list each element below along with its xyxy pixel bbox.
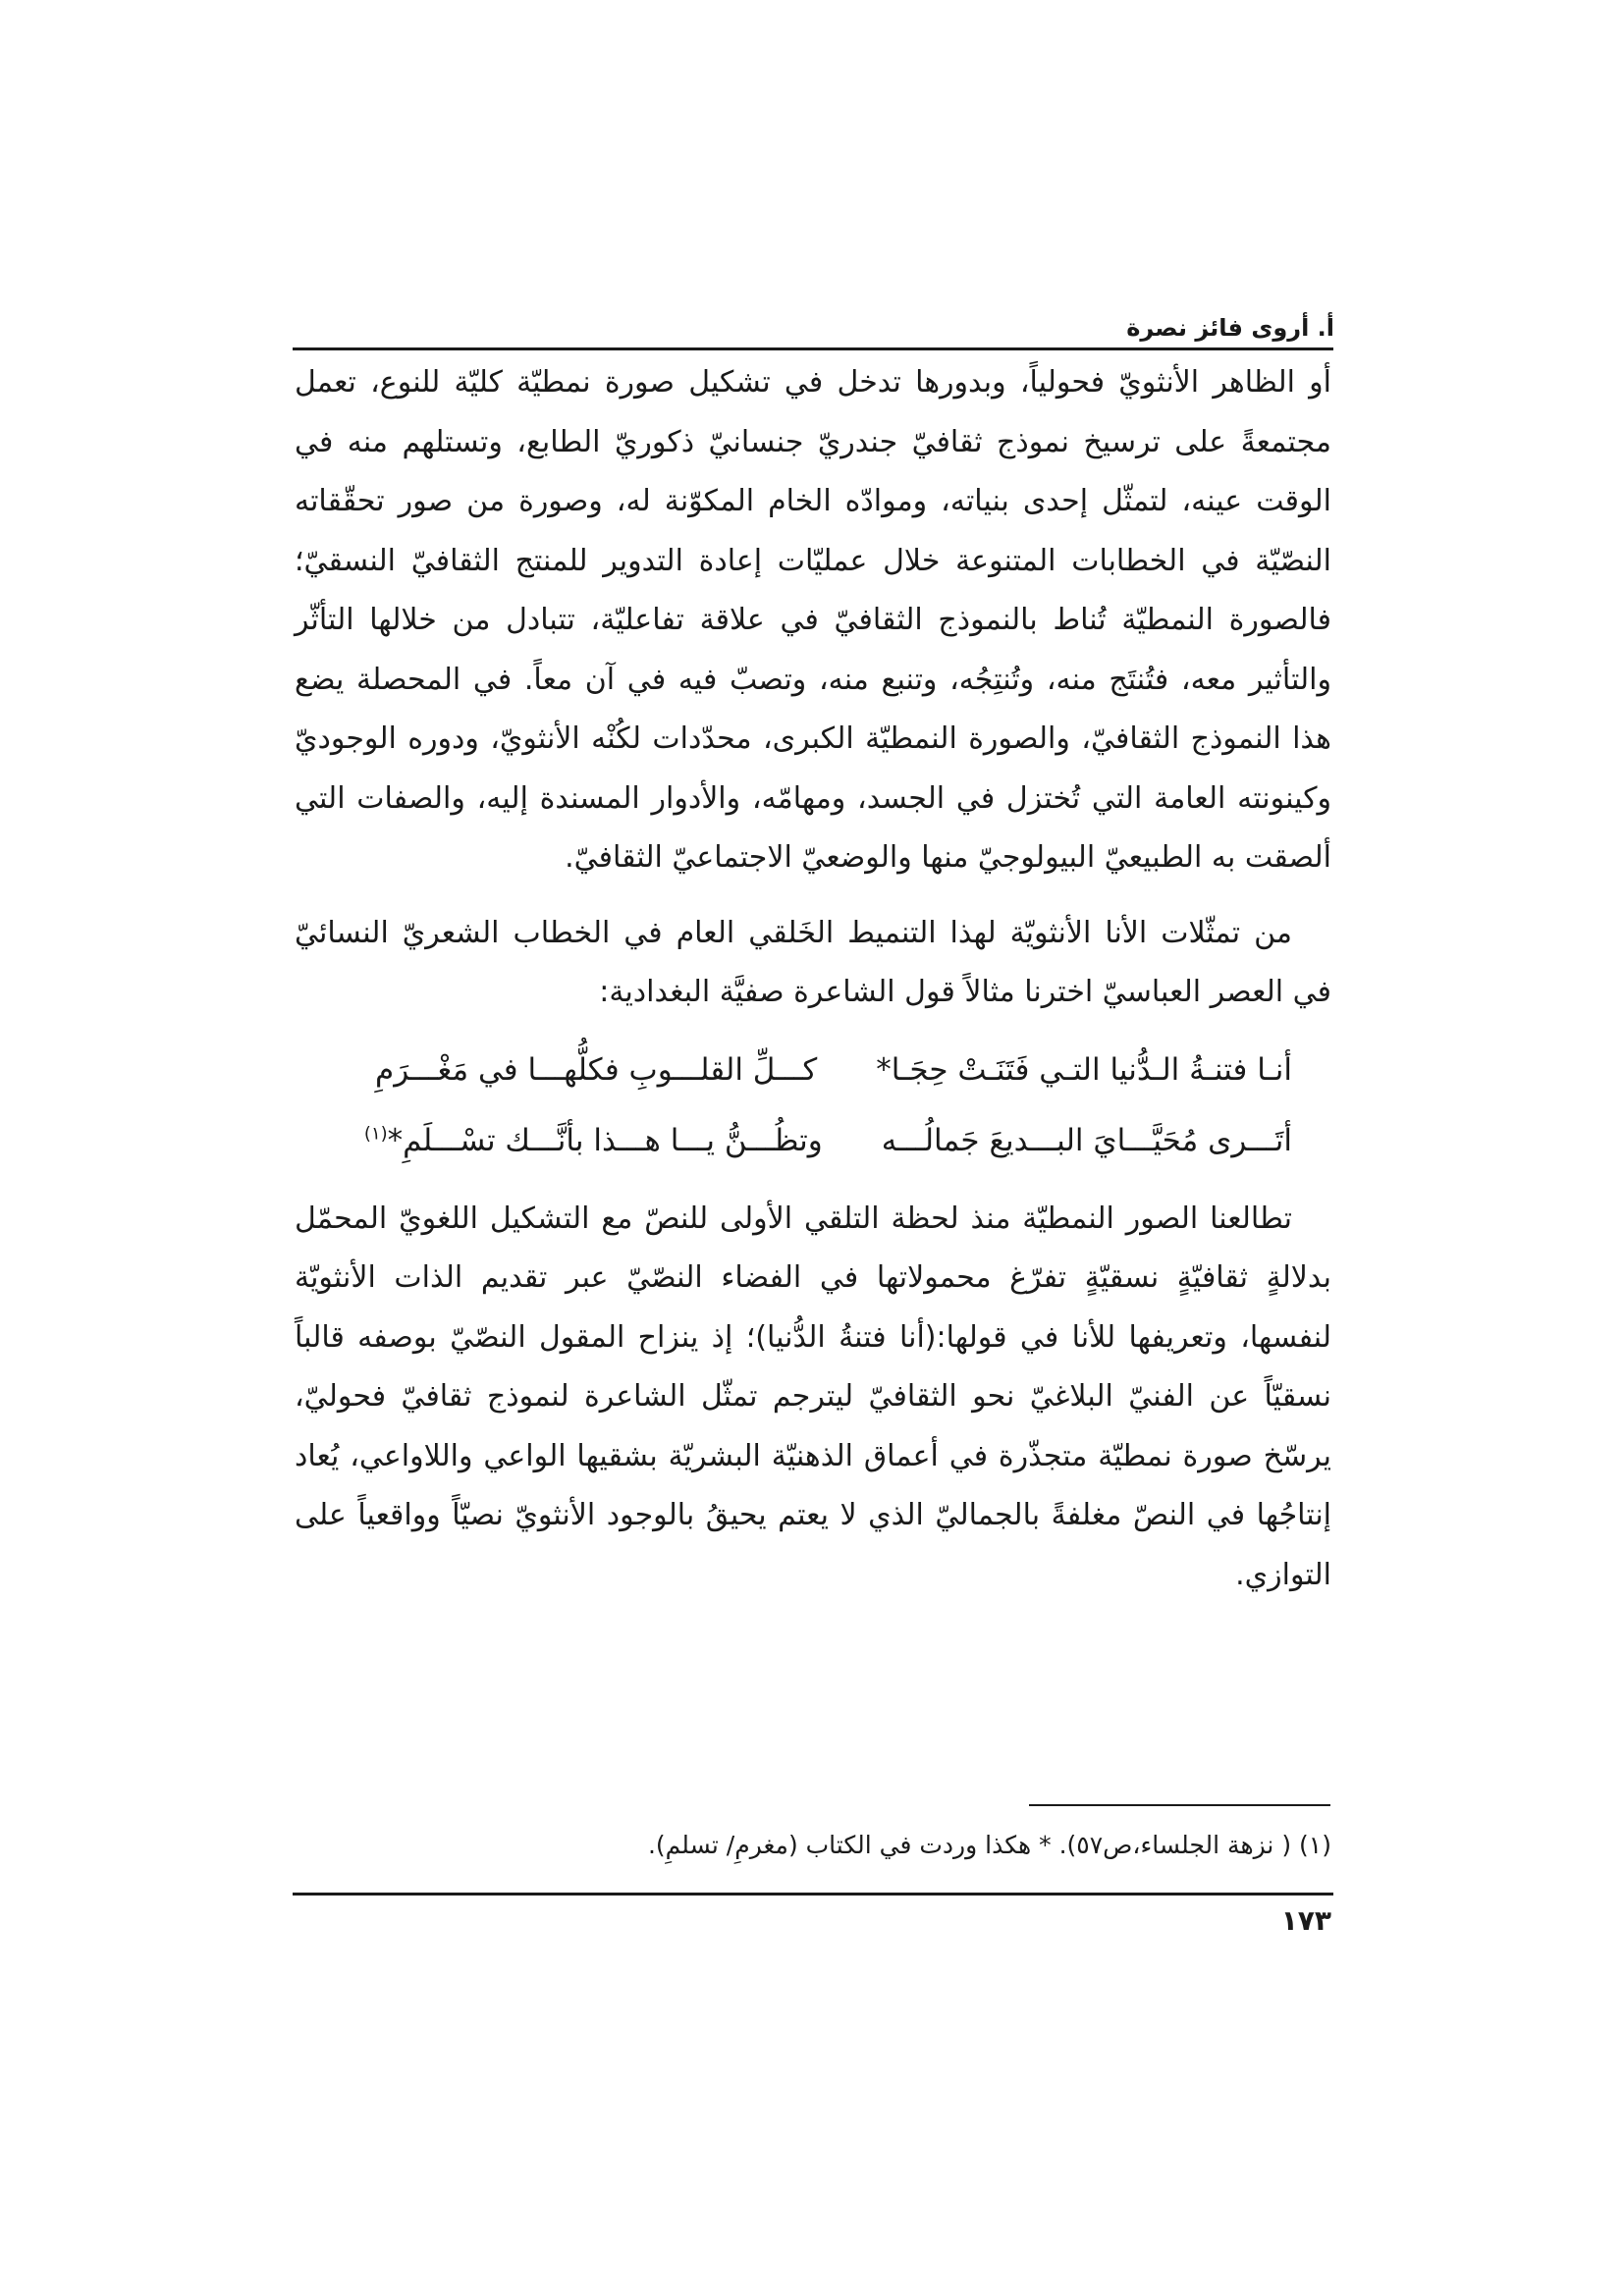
poem-line-2: [295, 1105, 1292, 1176]
running-header-author: أ. أروى فائز نصرة: [1126, 314, 1334, 342]
poem-line-1: [295, 1035, 1292, 1105]
poem-line-2-second-hemistich: وتظُـــنُّ يـــا هـــذا بأنَّـــك تسْـــلَمِ*: [387, 1122, 823, 1158]
header-rule: [293, 347, 1333, 350]
footnote-reference-marker[interactable]: (١): [363, 1123, 388, 1145]
poem-block: [295, 1035, 1331, 1176]
footnote: (١) ( نزهة الجلساء،ص٥٧). * هكذا وردت في الكتاب (مغرمِ/ تسلمِ).: [647, 1831, 1331, 1859]
poem-line-1-second-hemistich: كـــلِّ القلـــوبِ فكلُّهـــا في مَغْـــرَمِ: [375, 1051, 818, 1088]
body-text: [295, 353, 1331, 1605]
poem-line-2-second-hemistich-wrap: [364, 1105, 823, 1176]
footnote-separator: [1029, 1804, 1330, 1806]
footer-rule: [293, 1893, 1333, 1896]
paragraph-2: من تمثّلات الأنا الأنثويّة لهذا التنميط الخَلقي العام في الخطاب الشعريّ النسائيّ في العصر العباسيّ اخترنا مثالاً قول الشاعرة صفيَّة البغدادية:: [295, 915, 1331, 1009]
page-number: ١٧٣: [1280, 1904, 1331, 1937]
poem-line-2-first-hemistich: أتَـــرى مُحَيَّـــايَ البـــديعَ جَمالُـــه: [881, 1122, 1292, 1158]
paragraph-1: أو الظاهر الأنثويّ فحولياً، وبدورها تدخل في تشكيل صورة نمطيّة كليّة للنوع، تعمل مجتمعةً على ترسيخ نموذج ثقافيّ جندريّ جنسانيّ ذكوريّ الطابع، وتستلهم منه في الوقت عينه، لتمثّل إحدى بنياته، وموادّه الخام المكوّنة له، وصورة من صور تحقّقاته النصّيّة في الخطابات المتنوعة خلال عمليّات إعادة التدوير للمنتج الثقافيّ النسقيّ؛ فالصورة النمطيّة تُناط بالنموذج الثقافيّ في علاقة تفاعليّة، تتبادل من خلالها التأثّر والتأثير معه، فتُنتَج منه، وتُنتِجُه، وتنبع منه، وتصبّ فيه في آن معاً. في المحصلة يضع هذا النموذج الثقافيّ، والصورة النمطيّة الكبرى، محدّدات لكُنْه الأنثويّ، ودوره الوجوديّ وكينونته العامة التي تُختزل في الجسد، ومهامّه، والأدوار المسندة إليه، والصفات التي ألصقت به الطبيعيّ البيولوجيّ منها والوضعيّ الاجتماعيّ الثقافيّ.: [295, 365, 1331, 875]
paragraph-3: تطالعنا الصور النمطيّة منذ لحظة التلقي الأولى للنصّ مع التشكيل اللغويّ المحمّل بدلالةٍ ثقافيّةٍ نسقيّةٍ تفرّغ محمولاتها في الفضاء النصّيّ عبر تقديم الذات الأنثويّة لنفسها، وتعريفها للأنا في قولها:(أنا فتنةُ الدُّنيا)؛ إذ ينزاح المقول النصّيّ بوصفه قالباً نسقيّاً عن الفنيّ البلاغيّ نحو الثقافيّ ليترجم تمثّل الشاعرة لنموذج ثقافيّ فحوليّ، يرسّخ صورة نمطيّة متجذّرة في أعماق الذهنيّة البشريّة بشقيها الواعي واللاواعي، يُعاد إنتاجُها في النصّ مغلفةً بالجماليّ الذي لا يعتم يحيقُ بالوجود الأنثويّ نصيّاً وواقعياً على التوازي.: [295, 1201, 1331, 1592]
poem-line-1-first-hemistich: أنـا فتنـةُ الـدُّنيا التـي فَتَنَـتْ حِجَـا*: [876, 1051, 1292, 1088]
